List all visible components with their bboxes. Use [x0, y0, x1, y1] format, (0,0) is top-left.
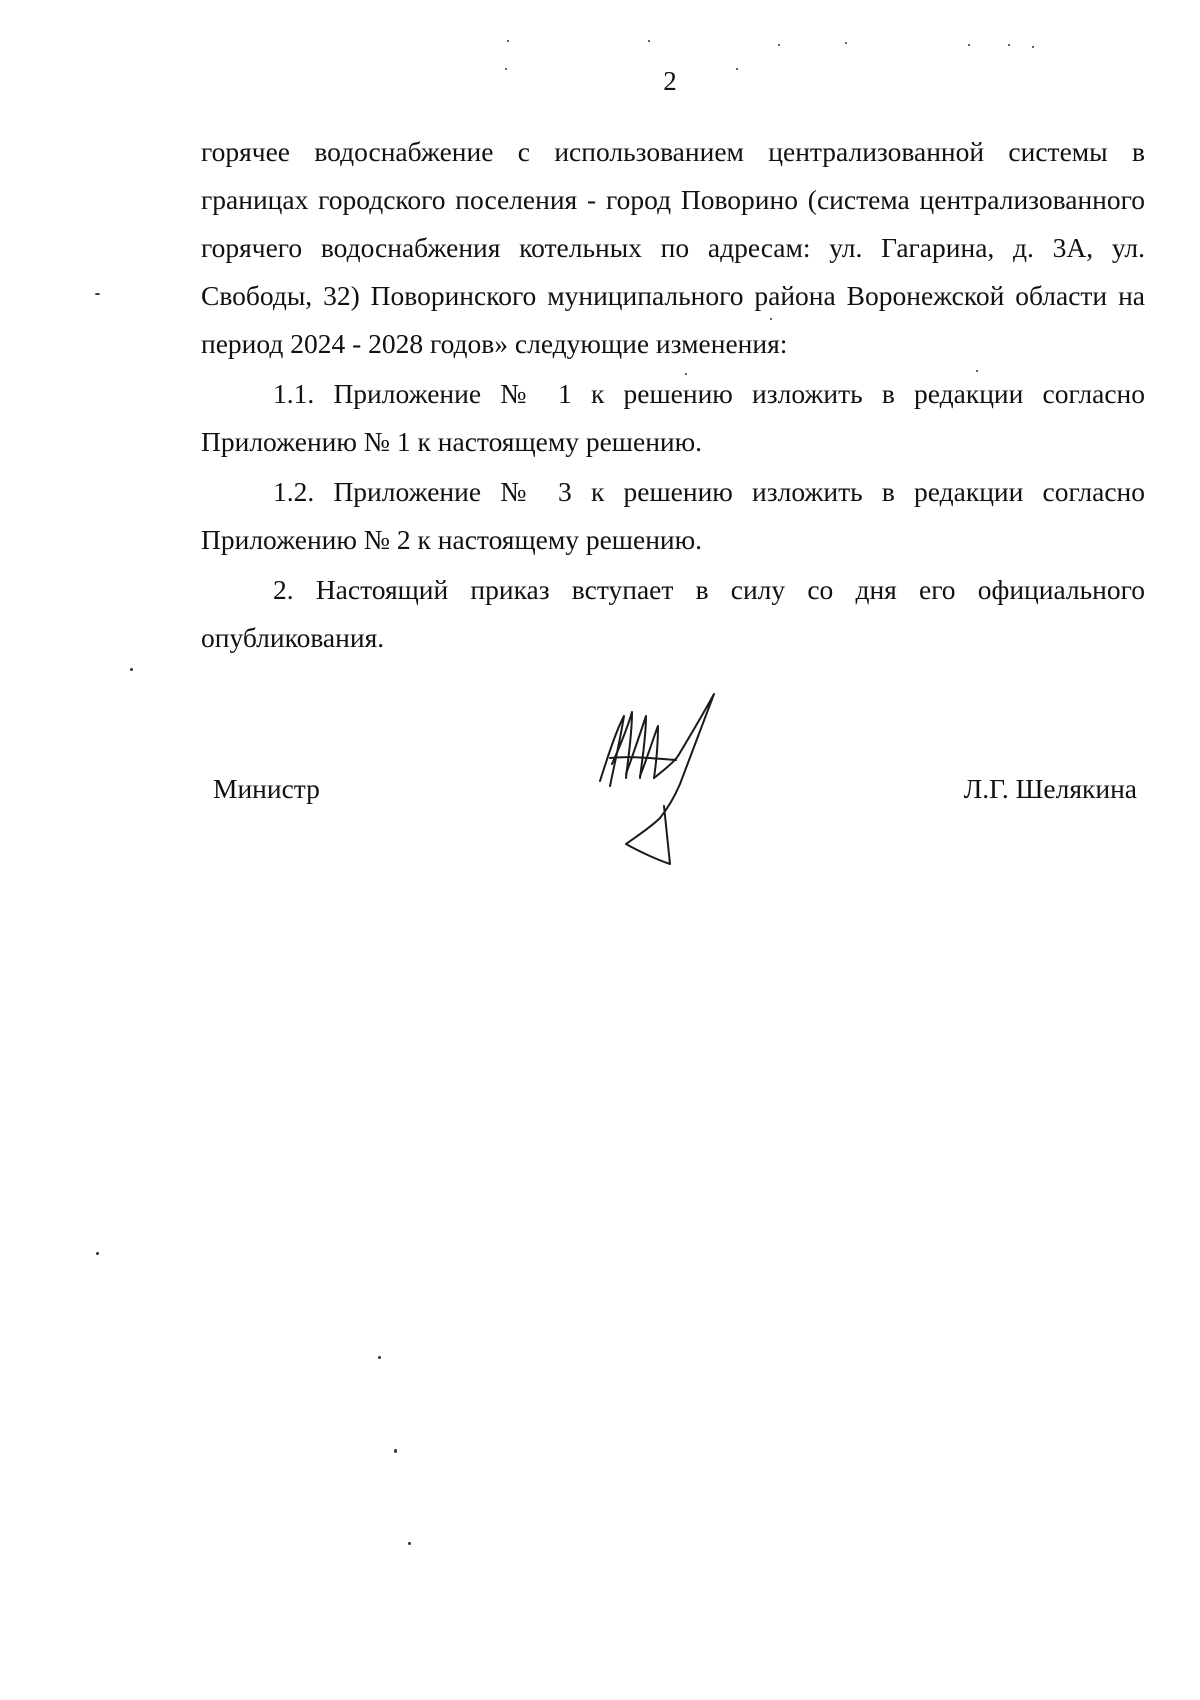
scan-speck	[130, 668, 133, 671]
scan-speck	[1008, 44, 1010, 46]
scan-speck	[96, 1252, 99, 1255]
scan-speck	[685, 373, 687, 375]
scan-speck	[845, 42, 847, 44]
scan-speck	[770, 318, 772, 320]
scan-speck	[976, 370, 978, 372]
scan-speck	[736, 68, 738, 70]
signatory-title: Министр	[213, 773, 320, 804]
handwritten-signature	[590, 686, 740, 866]
paragraph-item-1-1: 1.1. Приложение № 1 к решению изложить в редакции согласно Приложению № 1 к настоящему решению.	[201, 378, 1145, 457]
paragraph-item-1-2: 1.2. Приложение № 3 к решению изложить в редакции согласно Приложению № 2 к настоящему решению.	[201, 476, 1145, 555]
page-number: 2	[663, 66, 677, 96]
scan-speck	[408, 1542, 411, 1545]
scan-speck	[394, 1449, 397, 1453]
scan-speck	[778, 44, 780, 46]
scan-speck	[95, 293, 100, 295]
paragraph-item-2: 2. Настоящий приказ вступает в силу со дня его официального опубликования.	[201, 574, 1145, 653]
scan-speck	[1032, 46, 1034, 48]
scan-speck	[648, 40, 650, 42]
scan-speck	[505, 68, 507, 70]
scan-speck	[507, 40, 509, 42]
scan-speck	[968, 44, 970, 46]
signatory-name: Л.Г. Шелякина	[963, 773, 1137, 804]
document-body	[201, 128, 1145, 662]
scan-speck	[378, 1356, 381, 1359]
paragraph-continuation: горячее водоснабжение с использованием централизованной системы в границах городского поселения - город Поворино (система централизованного горячего водоснабжения котельных по адресам: ул. Гагарина, д. 3А, ул. Свободы, 32) Поворинского муниципального района Воронежской области на период 2024 - 2028 годов» следующие изменения:	[201, 136, 1145, 359]
